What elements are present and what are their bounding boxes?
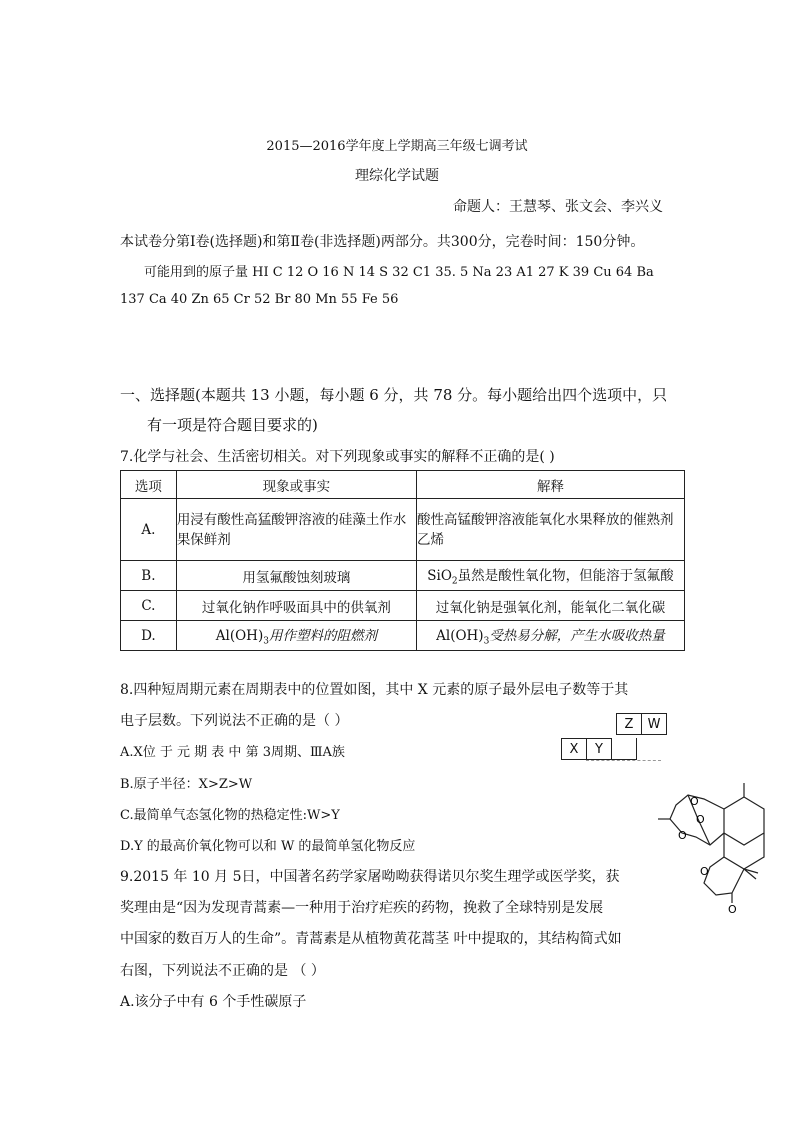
- oxygen-atom: O: [700, 865, 709, 878]
- oxygen-atom: O: [728, 903, 737, 915]
- q9-option-a: A.该分子中有 6 个手性碳原子: [120, 994, 307, 1010]
- q8-option-a: A.X位 于 元 期 表 中 第 3周期、ⅢA族: [120, 745, 345, 760]
- element-z-cell: Z: [616, 713, 642, 735]
- row-a-option: A.: [121, 499, 177, 561]
- header-fact: 现象或事实: [176, 471, 416, 499]
- row-c-fact: 过氧化钠作呼吸面具中的供氧剂: [176, 591, 416, 621]
- table-row: [121, 591, 685, 621]
- aloh3-formula-2: Al(OH): [436, 628, 484, 645]
- row-b-option: B.: [121, 561, 177, 591]
- row-d-explanation-text: 受热易分解，产生水吸收热量: [489, 628, 665, 645]
- row-b-fact: 用氢氟酸蚀刻玻璃: [176, 561, 416, 591]
- row-b-explanation-text: 虽然是酸性氧化物，但能溶于氢氟酸: [457, 568, 674, 585]
- sio2-formula: SiO: [427, 568, 452, 585]
- table-row: [121, 621, 685, 651]
- row-b-explanation: [416, 561, 684, 591]
- aloh3-subscript: 3: [263, 636, 269, 647]
- section-heading-line-1: 一、选择题(本题共 13 小题，每小题 6 分，共 78 分。每小题给出四个选项中，只: [120, 386, 668, 404]
- oxygen-atom: O: [690, 795, 699, 808]
- element-x-cell: X: [561, 738, 587, 760]
- authors-line: 命题人：王慧琴、张文会、李兴义: [453, 199, 663, 215]
- sio2-subscript: 2: [451, 576, 458, 587]
- q9-stem-line-1: 9.2015 年 10 月 5日，中国著名药学家屠呦呦获得诺贝尔奖生理学或医学奖，获: [120, 869, 620, 885]
- table-header-row: [121, 471, 685, 499]
- row-d-fact-text: 用作塑料的阻燃剂: [268, 628, 377, 645]
- row-d-explanation: [416, 621, 684, 651]
- row-d-option: D.: [121, 621, 177, 651]
- q8-stem-line-1: 8.四种短周期元素在周期表中的位置如图，其中 X 元素的原子最外层电子数等于其: [120, 682, 629, 698]
- row-c-explanation: 过氧化钠是强氧化剂，能氧化二氧化碳: [416, 591, 684, 621]
- row-a-explanation: 酸性高锰酸钾溶液能氧化水果释放的催熟剂乙烯: [416, 499, 684, 561]
- q7-stem: 7.化学与社会、生活密切相关。对下列现象或事实的解释不正确的是( ): [120, 449, 555, 465]
- row-c-option: C.: [121, 591, 177, 621]
- element-w-cell: W: [641, 713, 667, 735]
- header-explanation: 解释: [416, 471, 684, 499]
- empty-cell: [611, 738, 637, 760]
- header-option: 选项: [121, 471, 177, 499]
- q8-stem-line-2: 电子层数。下列说法不正确的是（ ）: [120, 713, 349, 729]
- atomic-mass-line-1: 可能用到的原子量 HI C 12 O 16 N 14 S 32 C1 35. 5 Na 23 A1 27 K 39 Cu 64 Ba: [144, 265, 654, 280]
- row-a-fact: 用浸有酸性高猛酸钾溶液的硅藻土作水果保鲜剂: [176, 499, 416, 561]
- oxygen-atom: O: [696, 813, 705, 826]
- q9-stem-line-2: 奖理由是“因为发现青蒿素—一种用于治疗疟疾的药物，挽救了全球特别是发展: [120, 900, 604, 916]
- q8-option-b: B.原子半径：X>Z>W: [120, 777, 253, 792]
- row-d-fact: [176, 621, 416, 651]
- exam-title: 2015—2016学年度上学期高三年级七调考试: [266, 139, 528, 154]
- section-heading-line-2: 有一项是符合题目要求的): [147, 416, 318, 434]
- q9-stem-line-4: 右图，下列说法不正确的是 （ ）: [120, 963, 325, 979]
- instructions-line: 本试卷分第Ⅰ卷(选择题)和第Ⅱ卷(非选择题)两部分。共300分，完卷时间：150分钟。: [120, 234, 645, 250]
- subject-title: 理综化学试题: [355, 168, 439, 184]
- table-dashed-edge: [586, 760, 661, 761]
- q8-option-c: C.最简单气态氢化物的热稳定性:W>Y: [120, 808, 340, 823]
- aloh3-formula: Al(OH): [215, 628, 264, 645]
- artemisinin-structure: [652, 775, 782, 915]
- q7-table: [120, 470, 685, 651]
- element-y-cell: Y: [586, 738, 612, 760]
- q8-option-d: D.Y 的最高价氧化物可以和 W 的最简单氢化物反应: [120, 839, 416, 854]
- oxygen-atom: O: [678, 829, 687, 842]
- table-row: [121, 499, 685, 561]
- table-row: [121, 561, 685, 591]
- q9-stem-line-3: 中国家的数百万人的生命”。青蒿素是从植物黄花蒿茎 叶中提取的，其结构简式如: [120, 931, 622, 947]
- atomic-mass-line-2: 137 Ca 40 Zn 65 Cr 52 Br 80 Mn 55 Fe 56: [120, 292, 399, 307]
- aloh3-subscript-2: 3: [483, 636, 490, 647]
